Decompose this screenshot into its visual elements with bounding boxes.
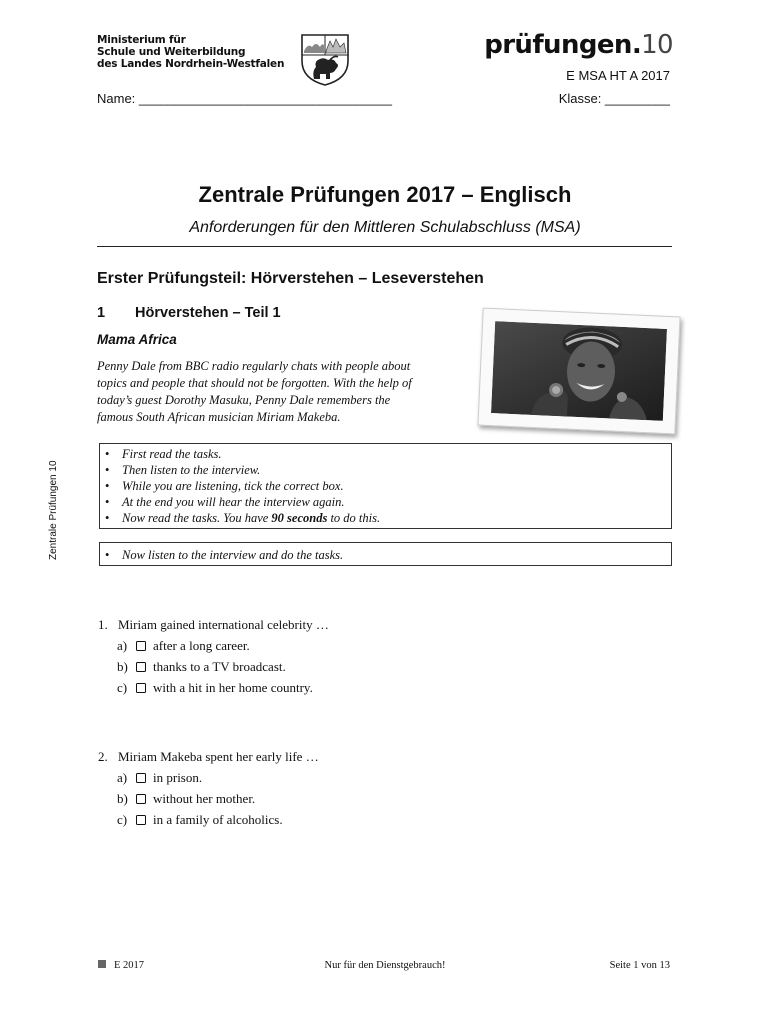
- question-2: [98, 746, 319, 830]
- question-stem: 1. Miriam gained international celebrity …: [98, 617, 329, 632]
- answer-option[interactable]: b) without her mother.: [117, 791, 256, 806]
- intro-line: famous South African musician Miriam Makeba.: [97, 410, 341, 424]
- instruction-item: • First read the tasks.: [105, 447, 222, 461]
- ministry-name: [97, 34, 284, 70]
- exam-code: E MSA HT A 2017: [566, 68, 670, 83]
- portrait-photo-frame: [477, 308, 680, 435]
- story-title: Mama Africa: [97, 332, 177, 347]
- brand-word: prüfungen.: [484, 30, 642, 60]
- brand-logo: [484, 30, 673, 60]
- section-heading: [97, 305, 281, 321]
- brand-number: 10: [641, 30, 673, 60]
- instruction-item: • Now listen to the interview and do the tasks.: [105, 548, 344, 562]
- time-limit: 90 seconds: [271, 511, 328, 525]
- page-title: Zentrale Prüfungen 2017 – Englisch: [198, 182, 572, 207]
- checkbox-icon[interactable]: [136, 794, 146, 804]
- intro-paragraph: [97, 358, 467, 426]
- side-label: Zentrale Prüfungen 10: [48, 460, 59, 560]
- section-title: Hörverstehen – Teil 1: [135, 305, 281, 321]
- checkbox-icon[interactable]: [136, 662, 146, 672]
- bullet-icon: •: [105, 495, 110, 509]
- intro-line: Penny Dale from BBC radio regularly chats with people about: [97, 359, 411, 373]
- answer-option[interactable]: b) thanks to a TV broadcast.: [117, 659, 286, 674]
- page-number: Seite 1 von 13: [609, 960, 670, 971]
- bullet-icon: •: [105, 511, 110, 525]
- intro-line: topics and people that should not be forgotten. With the help of: [97, 376, 412, 390]
- ministry-line: des Landes Nordrhein-Westfalen: [97, 58, 285, 70]
- bullet-icon: •: [105, 548, 110, 562]
- instructions-box: [99, 443, 672, 529]
- portrait-photo: [491, 321, 667, 421]
- page-subtitle: Anforderungen für den Mittleren Schulabschluss (MSA): [189, 219, 581, 236]
- part-heading: Erster Prüfungsteil: Hörverstehen – Leseverstehen: [97, 270, 484, 287]
- ministry-line: Schule und Weiterbildung: [97, 46, 246, 58]
- answer-option[interactable]: a) in prison.: [117, 770, 203, 785]
- instruction-item: • Then listen to the interview.: [105, 463, 261, 477]
- listening-instruction-box: [99, 542, 672, 566]
- intro-line: today’s guest Dorothy Masuku, Penny Dale remembers the: [97, 393, 391, 407]
- instruction-item: • At the end you will hear the interview again.: [105, 495, 345, 509]
- bullet-icon: •: [105, 447, 110, 461]
- class-field[interactable]: Klasse: _________: [558, 91, 670, 106]
- bullet-icon: •: [105, 479, 110, 493]
- instruction-item: • While you are listening, tick the correct box.: [105, 479, 344, 493]
- checkbox-icon[interactable]: [136, 773, 146, 783]
- title-divider: [97, 246, 672, 247]
- nrw-coat-of-arms-icon: [300, 33, 350, 87]
- ministry-line: Ministerium für: [97, 34, 186, 46]
- answer-option[interactable]: c) in a family of alcoholics.: [117, 812, 283, 827]
- name-field[interactable]: Name: ___________________________________: [97, 91, 392, 106]
- section-number: 1: [97, 305, 106, 321]
- instruction-item: • Now read the tasks. You have 90 seconds to do this.: [105, 511, 381, 525]
- footer-middle: Nur für den Dienstgebrauch!: [324, 960, 446, 971]
- question-stem: 2. Miriam Makeba spent her early life …: [98, 749, 319, 764]
- checkbox-icon[interactable]: [136, 641, 146, 651]
- question-1: [98, 614, 329, 698]
- answer-option[interactable]: c) with a hit in her home country.: [117, 680, 313, 695]
- bullet-icon: •: [105, 463, 110, 477]
- checkbox-icon[interactable]: [136, 683, 146, 693]
- footer-left: E 2017: [98, 960, 144, 971]
- checkbox-icon[interactable]: [136, 815, 146, 825]
- answer-option[interactable]: a) after a long career.: [117, 638, 250, 653]
